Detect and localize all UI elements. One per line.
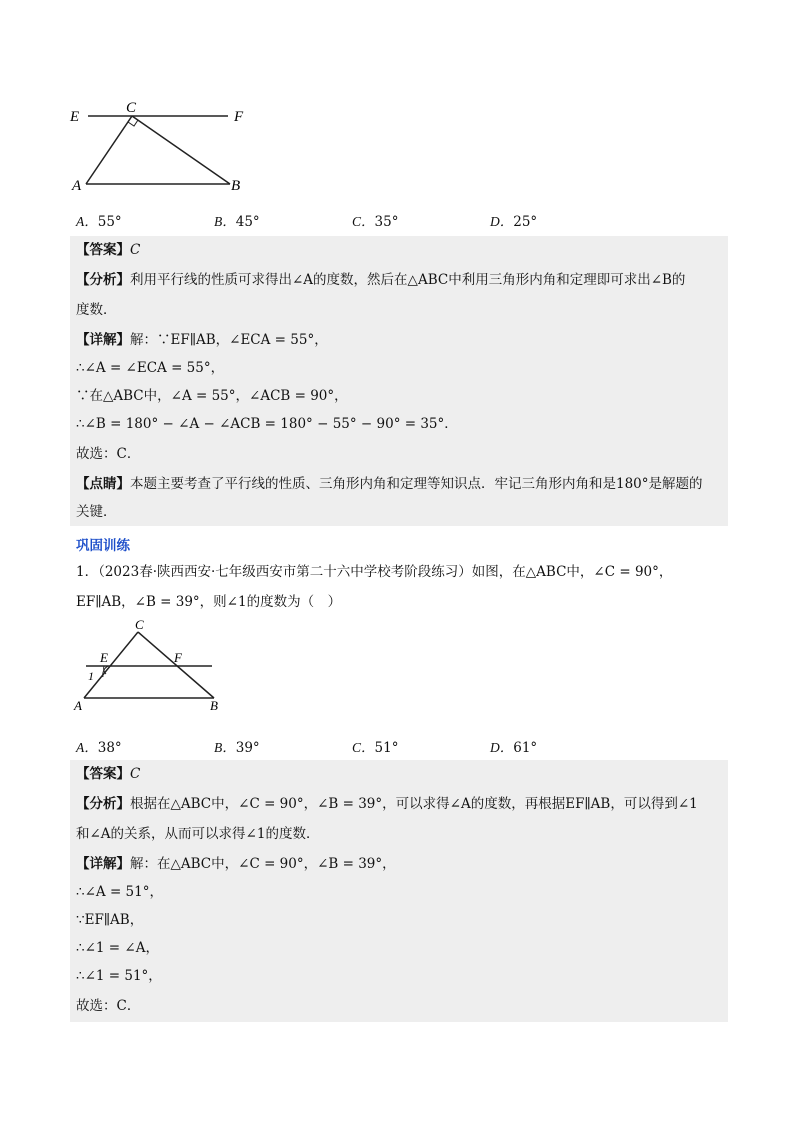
option-a-1: A．55° bbox=[76, 214, 122, 230]
detail-line-2: ∴∠A = 51°， bbox=[76, 884, 163, 900]
option-b-1: B．45° bbox=[214, 214, 260, 230]
comment-line-1: 【点睛】本题主要考查了平行线的性质、三角形内角和定理等知识点．牢记三角形内角和是180°是解题的 bbox=[76, 476, 703, 492]
segment-cb bbox=[132, 116, 230, 184]
detail-line-5: ∴∠1 = 51°， bbox=[76, 968, 162, 984]
answer-box-1 bbox=[70, 236, 728, 526]
question-2-line-2: EF∥AB，∠B = 39°，则∠1的度数为（ ） bbox=[76, 594, 342, 610]
detail-line-1: 【详解】解：∵EF∥AB，∠ECA = 55°， bbox=[76, 332, 328, 348]
option-d-1: D．25° bbox=[490, 214, 538, 230]
answer-box-2 bbox=[70, 760, 728, 1022]
option-d-2: D．61° bbox=[490, 740, 538, 756]
analysis-line-1: 【分析】根据在△ABC中，∠C = 90°，∠B = 39°，可以求得∠A的度数，再根据EF∥AB，可以得到∠1 bbox=[76, 796, 698, 812]
figure-1-triangle-parallel-lines bbox=[66, 96, 266, 196]
detail-line-1: 【详解】解：在△ABC中，∠C = 90°，∠B = 39°， bbox=[76, 856, 396, 872]
label-c: C bbox=[126, 100, 137, 116]
option-a-2: A．38° bbox=[76, 740, 122, 756]
label-a: A bbox=[74, 698, 82, 713]
answer-line: 【答案】C bbox=[76, 766, 141, 782]
label-e: E bbox=[70, 109, 80, 125]
detail-line-2: ∴∠A = ∠ECA = 55°， bbox=[76, 360, 225, 376]
analysis-line-1: 【分析】利用平行线的性质可求得出∠A的度数，然后在△ABC中利用三角形内角和定理即可求出∠B的 bbox=[76, 272, 686, 288]
option-c-2: C．51° bbox=[352, 740, 399, 756]
segment-cb bbox=[138, 632, 214, 698]
option-c-1: C．35° bbox=[352, 214, 399, 230]
label-e: E bbox=[100, 650, 108, 665]
section-title: 巩固训练 bbox=[76, 538, 130, 554]
detail-line-6: 故选：C． bbox=[76, 998, 141, 1014]
analysis-line-2: 度数． bbox=[76, 302, 117, 318]
option-b-2: B．39° bbox=[214, 740, 260, 756]
label-a: A bbox=[72, 178, 82, 194]
detail-line-4: ∴∠1 = ∠A， bbox=[76, 940, 159, 956]
label-b: B bbox=[210, 698, 218, 713]
detail-line-3: ∵EF∥AB， bbox=[76, 912, 144, 928]
label-1: 1 bbox=[88, 669, 94, 683]
detail-line-5: 故选：C． bbox=[76, 446, 141, 462]
comment-line-2: 关键． bbox=[76, 504, 117, 520]
label-c: C bbox=[135, 617, 144, 632]
label-b: B bbox=[231, 178, 241, 194]
analysis-line-2: 和∠A的关系，从而可以求得∠1的度数． bbox=[76, 826, 320, 842]
segment-ca bbox=[86, 116, 132, 184]
detail-line-3: ∵在△ABC中，∠A = 55°，∠ACB = 90°， bbox=[76, 388, 348, 404]
detail-line-4: ∴∠B = 180° − ∠A − ∠ACB = 180° − 55° − 90° = 35°． bbox=[76, 416, 458, 432]
segment-ac bbox=[84, 632, 138, 698]
answer-line: 【答案】C bbox=[76, 242, 141, 258]
label-f: F bbox=[174, 650, 182, 665]
label-f: F bbox=[234, 109, 244, 125]
figure-2-triangle-parallel-line bbox=[66, 614, 236, 714]
question-2-line-1: 1．（2023春·陕西西安·七年级西安市第二十六中学校考阶段练习）如图，在△ABC中，∠C = 90°， bbox=[76, 564, 673, 580]
